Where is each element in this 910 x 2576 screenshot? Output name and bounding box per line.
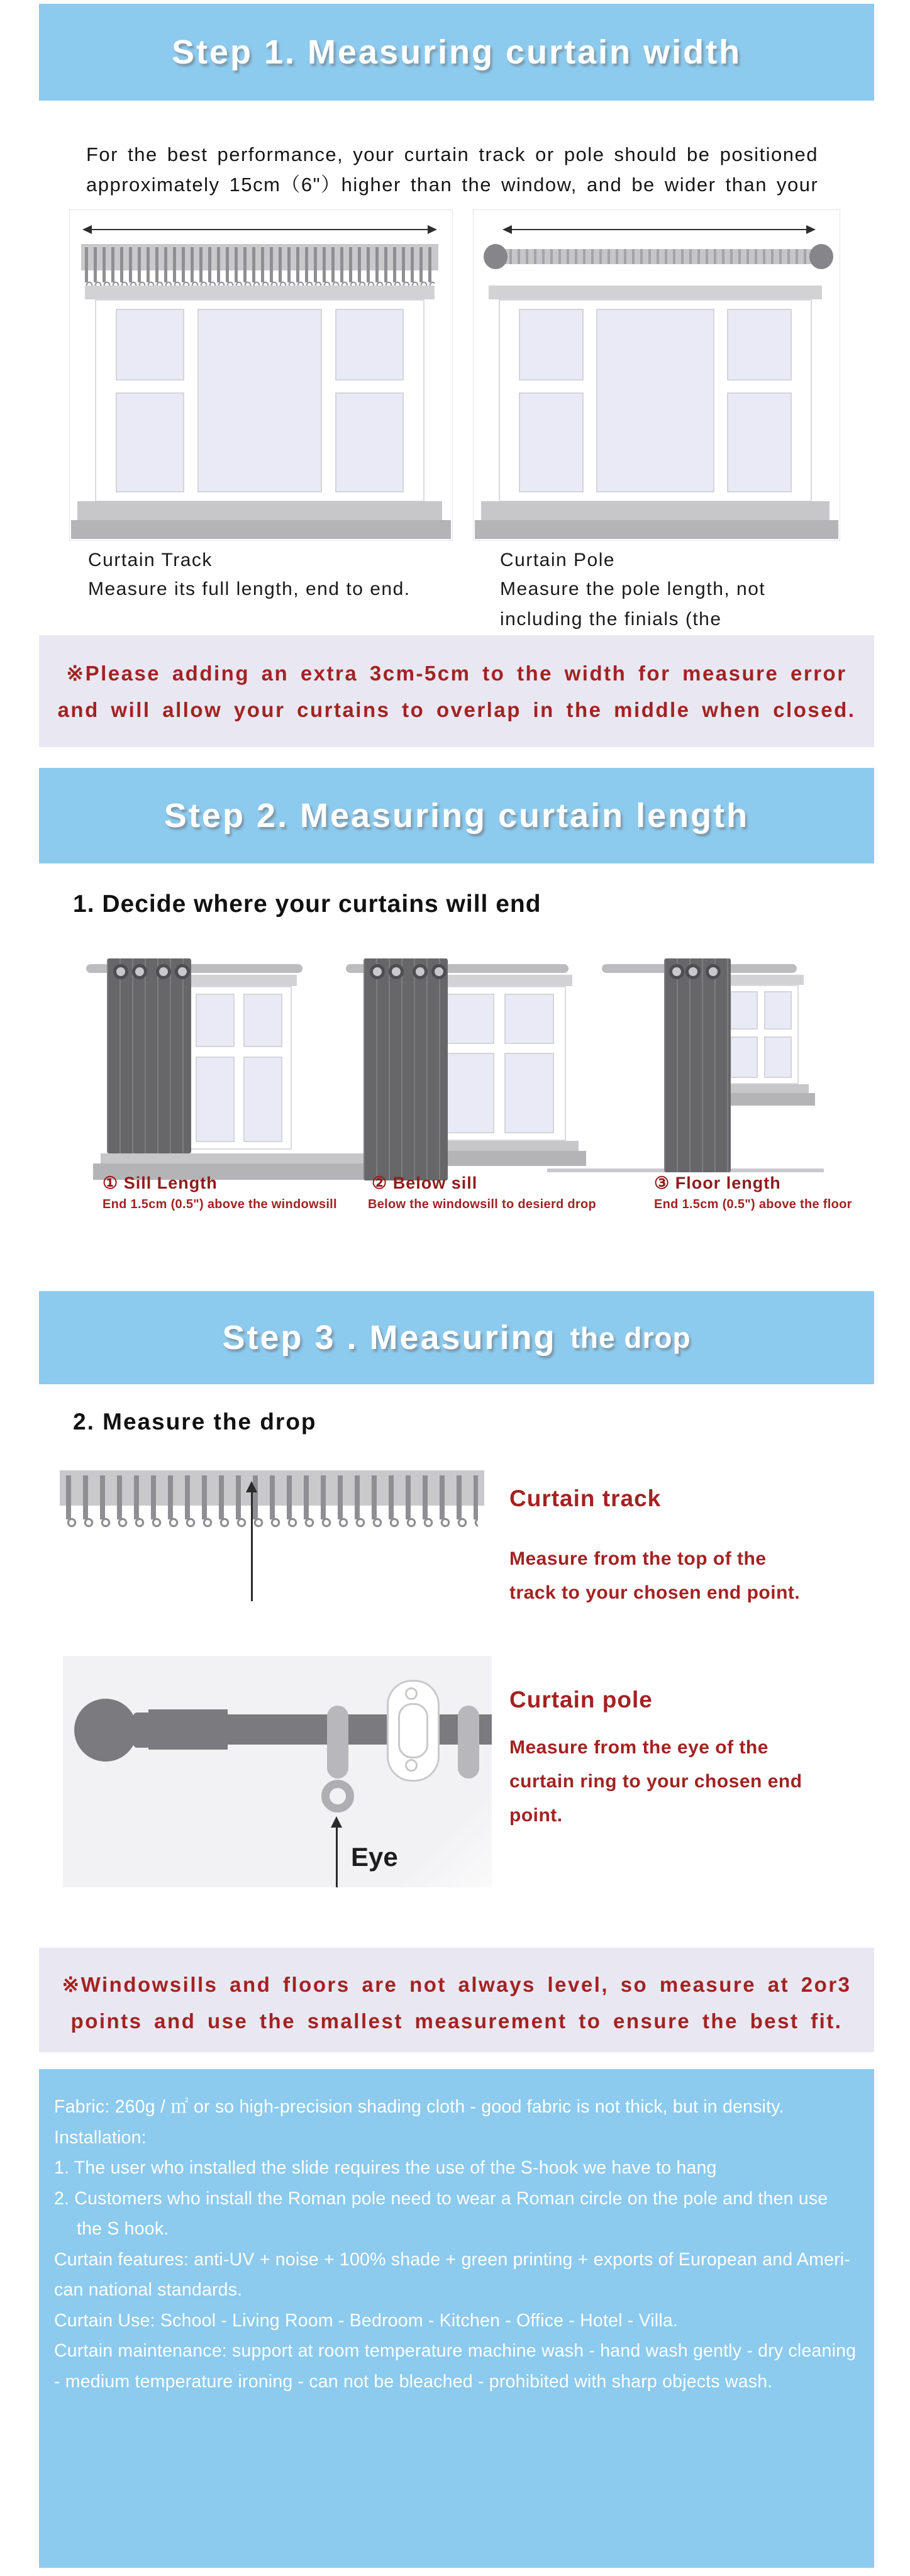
pole-bar-thick (148, 1709, 228, 1750)
window-pane (727, 392, 792, 492)
window-pane (116, 392, 184, 492)
window-pane (764, 991, 792, 1030)
option-title: ① Sill Length (103, 1174, 218, 1192)
footer-line: Curtain Use: School - Living Room - Bedroom - Kitchen - Office - Hotel - Villa. (54, 2310, 679, 2331)
window-pane (519, 392, 584, 492)
footer-line: Installation: (54, 2127, 147, 2148)
eye-arrow-icon (336, 1827, 338, 1887)
grommet-icon (431, 964, 447, 979)
window-lintel (181, 975, 297, 986)
curtain-track-line: track to your chosen end point. (509, 1582, 801, 1603)
window-pane (196, 1057, 235, 1142)
step2-banner (39, 768, 874, 863)
option-desc: End 1.5cm (0.5") above the windowsill (103, 1197, 337, 1211)
window-lintel (426, 975, 572, 986)
window-pane (730, 1036, 758, 1078)
bracket-screw (405, 1759, 418, 1772)
curtain-ring (327, 1706, 348, 1779)
step2-banner-title: Step 2. Measuring curtain length (164, 797, 750, 835)
pole-bar (228, 1714, 492, 1745)
window-frame (95, 299, 424, 502)
level-note-box (39, 1948, 874, 2052)
window-pane (596, 309, 714, 493)
note-line: points and use the smallest measurement to ensure the best fit. (70, 2009, 843, 2033)
window-pane (335, 309, 404, 380)
curtain-track-line: Measure from the top of the (509, 1548, 767, 1569)
window-pane (243, 1057, 282, 1142)
footer-line: Fabric: 260g / ㎡ or so high-precision shading cloth - good fabric is not thick, but in density. (54, 2097, 784, 2117)
width-arrow-icon (84, 229, 436, 230)
window-pane (730, 991, 758, 1030)
window-sill (77, 501, 442, 520)
grommet-icon (685, 964, 701, 979)
product-info-footer (39, 2069, 874, 2568)
step3-heading: 2. Measure the drop (73, 1409, 317, 1435)
grommet-icon (132, 964, 147, 979)
grommet-icon (669, 964, 684, 979)
window-sill (481, 501, 830, 520)
curtain-pole-line: point. (509, 1805, 563, 1826)
window-pane (519, 309, 584, 380)
step3-banner-subtitle: the drop (570, 1321, 691, 1354)
ring-eye (321, 1780, 354, 1813)
bracket-screw (405, 1687, 418, 1700)
grommet-icon (413, 964, 428, 979)
curtain-pole-line: Measure from the eye of the (509, 1737, 769, 1758)
window-frame (499, 299, 812, 502)
drop-arrow-icon (251, 1492, 253, 1601)
curtain-ring (458, 1706, 479, 1779)
curtain-floor-length (664, 958, 731, 1172)
track-hooks (66, 1475, 478, 1519)
curtain-track-title: Curtain track (509, 1485, 662, 1511)
window-pane (445, 994, 494, 1044)
window-frame (433, 986, 566, 1141)
step3-banner-title: Step 3 . Measuring (222, 1319, 557, 1357)
pole-caption-title: Curtain Pole (500, 550, 616, 570)
curtain-below-sill (363, 958, 448, 1180)
option-desc: End 1.5cm (0.5") above the floor (654, 1197, 852, 1211)
pole-measure-diagram (63, 1656, 492, 1887)
footer-line: 1. The user who installed the slide requires the use of the S-hook we have to hang (54, 2158, 717, 2178)
pole-caption-text: including the finials (the (500, 609, 722, 630)
pole-finial-left (484, 244, 508, 269)
option-title: ② Below sill (372, 1174, 478, 1192)
step1-banner (39, 4, 874, 101)
window-pane (116, 309, 184, 380)
grommet-icon (113, 964, 128, 979)
eye-label: Eye (351, 1842, 398, 1872)
window-pane (335, 392, 404, 492)
window-pane (445, 1053, 494, 1133)
pole-finial-ball (74, 1699, 137, 1762)
note-line: ※Windowsills and floors are not always level, so measure at 2or3 (62, 1973, 852, 1996)
step1-banner-title: Step 1. Measuring curtain width (171, 33, 742, 71)
step1-intro-paragraph (86, 140, 818, 200)
footer-line: 2. Customers who install the Roman pole need to wear a Roman circle on the pole and then use (54, 2188, 828, 2209)
window-lintel (489, 286, 822, 299)
intro-line: For the best performance, your curtain track or pole should be positioned (86, 143, 818, 165)
track-window-diagram (69, 209, 453, 541)
footer-line: - medium temperature ironing - can not be bleached - prohibited with sharp objects wash. (54, 2371, 773, 2392)
option-desc: Below the windowsill to desierd drop (368, 1197, 597, 1211)
width-note-box (39, 635, 874, 747)
curtain-track-graphic (60, 1470, 484, 1506)
bracket-slot (398, 1703, 428, 1758)
grommet-icon (389, 964, 404, 979)
window-pane (504, 994, 554, 1044)
footer-line: Curtain features: anti-UV + noise + 100% shade + green printing + exports of European and Ameri- (54, 2249, 851, 2270)
window-ledge (71, 520, 451, 539)
window-pane (764, 1036, 792, 1078)
pole-finial-right (809, 244, 833, 269)
footer-line: Curtain maintenance: support at room temperature machine wash - hand wash gently - dry cleaning (54, 2341, 857, 2361)
footer-line: the S hook. (77, 2219, 169, 2239)
curtain-pole-title: Curtain pole (509, 1687, 653, 1713)
option-title: ③ Floor length (654, 1174, 781, 1192)
window-frame (723, 985, 799, 1084)
grommet-icon (370, 964, 385, 979)
window-frame (186, 986, 292, 1150)
track-hooks (85, 247, 435, 282)
curtain-pole-text (509, 1731, 802, 1833)
grommet-icon (706, 964, 721, 979)
step2-heading: 1. Decide where your curtains will end (73, 891, 541, 918)
width-arrow-icon (504, 229, 814, 230)
footer-line: can national standards. (54, 2280, 243, 2300)
curtain-sill-length (107, 958, 191, 1153)
note-line: and will allow your curtains to overlap in the middle when closed. (57, 698, 856, 721)
grommet-icon (156, 964, 171, 979)
window-ledge (475, 520, 838, 539)
track-caption-text: Measure its full length, end to end. (88, 579, 411, 599)
window-pane (197, 309, 322, 493)
window-pane (727, 309, 792, 380)
note-line: ※Please adding an extra 3cm-5cm to the width for measure error (66, 662, 847, 685)
track-hook-eyes (66, 1517, 478, 1528)
track-caption-title: Curtain Track (88, 550, 213, 570)
window-pane (243, 994, 282, 1046)
intro-line: approximately 15cm（6"）higher than the window, and be wider than your (86, 174, 819, 196)
step3-banner (39, 1291, 874, 1384)
window-lintel (718, 975, 804, 985)
window-sill (101, 1153, 396, 1163)
window-pane (196, 994, 235, 1046)
curtain-pole-line: curtain ring to your chosen end (509, 1771, 802, 1792)
window-pane (504, 1053, 554, 1133)
pole-caption-text: Measure the pole length, not (500, 579, 766, 599)
pole-window-diagram (473, 209, 840, 541)
curtain-track-text (509, 1542, 800, 1610)
curtain-track-graphic (81, 244, 438, 270)
curtain-pole-graphic (501, 249, 814, 264)
window-lintel (85, 286, 435, 299)
grommet-icon (175, 964, 190, 979)
